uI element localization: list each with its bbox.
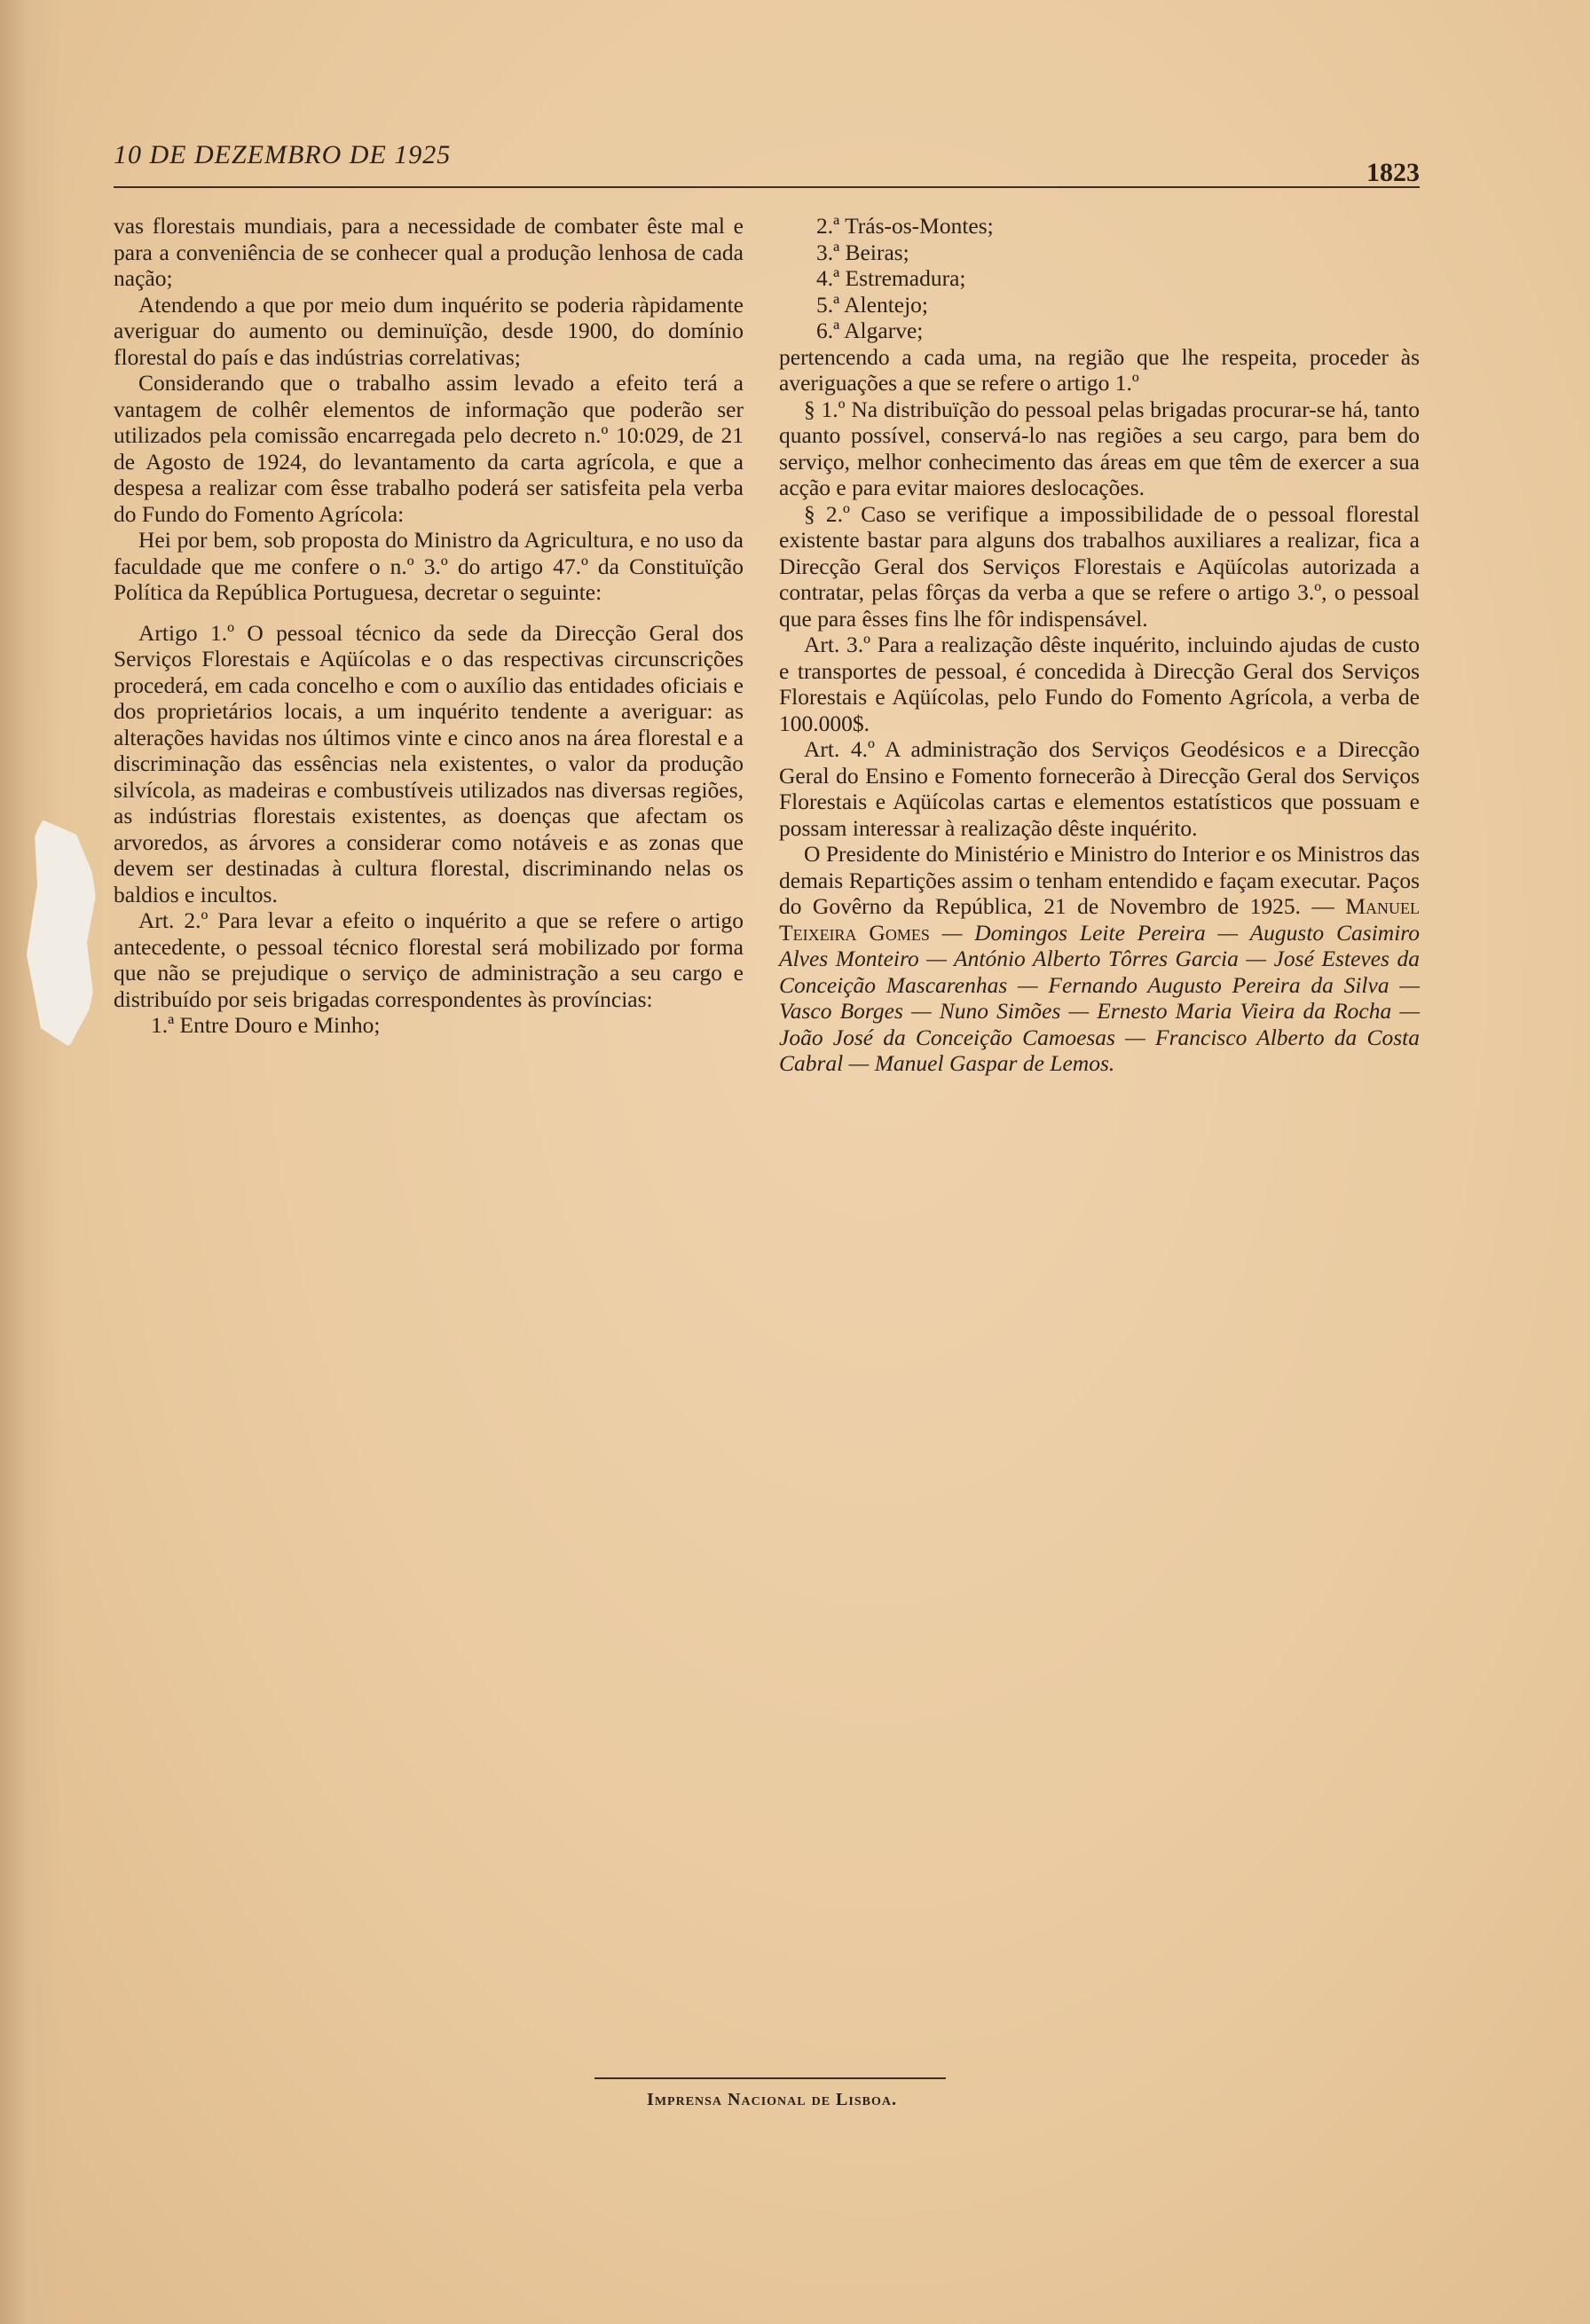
closing-paragraph [779,841,1420,1077]
province-item: 3.ª Beiras; [816,239,909,265]
right-column [779,213,1420,1077]
paragraph: Atendendo a que por meio dum inquérito se poderia ràpidamente averiguar do aumento ou deminuïção, desde 1900, do domínio florestal do país e das indústrias correlativas; [114,291,744,370]
article-3: Art. 3.º Para a realização dêste inquérito, incluindo ajudas de custo e transportes de pessoal, é concedida à Direcção Geral dos Serviços Florestais e Aqüícolas, pelo Fundo do Fomento Agrícola, a verba de 100.000$. [779,632,1420,736]
paragraph: pertencendo a cada uma, na região que lhe respeita, proceder às averiguações a que se refere o artigo 1.º [779,343,1420,396]
header-date: 10 DE DEZEMBRO DE 1925 [114,140,452,169]
paragraph: vas florestais mundiais, para a necessidade de combater êste mal e para a conveniência de se conhecer qual a produção lenhosa de cada nação; [114,213,744,291]
article-1: Artigo 1.º O pessoal técnico da sede da Direcção Geral dos Serviços Florestais e Aqüícolas e o das respectivas circunscrições procederá, em cada concelho e com o auxílio das entidades oficiais e dos proprietários locais, a um inquérito tendente a averiguar: as alterações havidas nos últimos vinte e cinco anos na área florestal e a discriminação das essências nela existentes, o valor da produção silvícola, as madeiras e combustíveis utilizados nas diversas regiões, as indústrias florestais existentes, as doenças que afectam os arvoredos, as árvores a considerar como notáveis e as zonas que devem ser destinadas à cultura florestal, discriminando nelas os baldios e incultos. [114,619,744,907]
paragraph: Hei por bem, sob proposta do Ministro da Agricultura, e no uso da faculdade que me confere o n.º 3.º do artigo 47.º da Constituïção Política da República Portuguesa, decretar o seguinte: [114,527,744,605]
page-number: 1823 [1366,158,1420,187]
article-4: Art. 4.º A administração dos Serviços Geodésicos e a Direcção Geral do Ensino e Fomento fornecerão à Direcção Geral dos Serviços Florestais e Aqüícolas cartas e elementos estatísticos que possuam e possam interessar à realização dêste inquérito. [779,736,1420,841]
footer-imprint: Imprensa Nacional de Lisboa. [647,2090,897,2109]
closing-text: O Presidente do Ministério e Ministro do Interior e os Ministros das demais Repartições assim o tenham entendido e façam executar. Paços do Govêrno da República, 21 de Novembro de 1925. — [779,841,1420,919]
province-item: 2.ª Trás-os-Montes; [816,213,994,239]
signatories: — Domingos Leite Pereira — Augusto Casimiro Alves Monteiro — António Alberto Tôrres Garcia — José Esteves da Conceição Mascarenhas — Fernando Augusto Pereira da Silva — Vasco Borges — Nuno Simões — Ernesto Maria Vieira da Rocha — João José da Conceição Camoesas — Francisco Alberto da Costa Cabral — Manuel Gaspar de Lemos. [779,919,1421,1076]
main-signatory: Manuel Teixeira Gomes [779,893,1420,946]
province-item: 5.ª Alentejo; [816,291,929,318]
paragraph-section-2: § 2.º Caso se verifique a impossibilidade de o pessoal florestal existente bastar para alguns dos trabalhos auxiliares a realizar, fica a Direcção Geral dos Serviços Florestais e Aqüícolas autorizada a contratar, pelas fôrças da verba a que se refere o artigo 3.º, o pessoal que para êsses fins lhe fôr indispensável. [779,500,1420,632]
paper-edge [0,0,62,2324]
province-item: 4.ª Estremadura; [816,265,966,291]
article-2: Art. 2.º Para levar a efeito o inquérito a que se refere o artigo antecedente, o pessoal técnico florestal será mobilizado por forma que não se prejudique o serviço de administração a seu cargo e distribuído por seis brigadas correspondentes às províncias: [114,907,744,1012]
paragraph-section-1: § 1.º Na distribuïção do pessoal pelas brigadas procurar-se há, tanto quanto possível, conservá-lo nas regiões a seu cargo, para bem do serviço, melhor conhecimento das áreas em que têm de exercer a sua acção e para evitar maiores deslocações. [779,396,1420,500]
province-item: 6.ª Algarve; [816,318,924,343]
province-item: 1.ª Entre Douro e Minho; [151,1012,381,1038]
paragraph: Considerando que o trabalho assim levado a efeito terá a vantagem de colhêr elementos de informação que poderão ser utilizados pela comissão encarregada pelo decreto n.º 10:029, de 21 de Agosto de 1924, do levantamento da carta agrícola, e que a despesa a realizar com êsse trabalho poderá ser satisfeita pela verba do Fundo do Fomento Agrícola: [114,370,744,527]
page-header [114,140,1420,188]
footer-divider [594,2077,946,2079]
left-column [114,213,744,1039]
